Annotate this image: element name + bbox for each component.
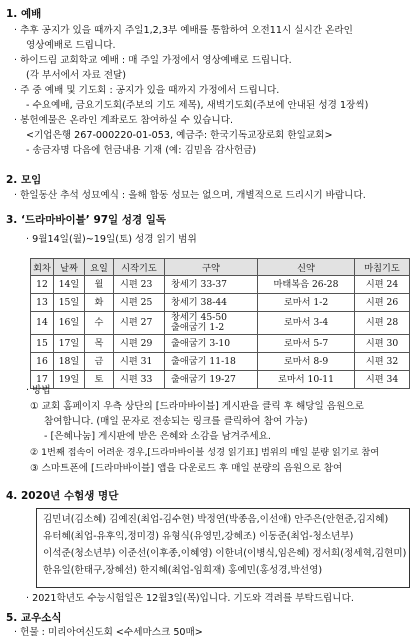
cell: 15: [31, 335, 54, 353]
worship-line: - 수요예배, 금요기도회(주보의 기도 제목), 새벽기도회(주보에 안내된 성경 1장씩): [26, 100, 369, 111]
students-note: · 2021학년도 수능시험일은 12월3일(목)입니다. 기도와 격려를 부탁드립니다.: [26, 593, 354, 604]
cell: 창세기 38-44: [165, 294, 258, 312]
method-title: · 방법: [26, 385, 51, 396]
worship-line: · 하이드림 교회학교 예배 : 매 주일 가정에서 영상예배로 드립니다.: [14, 55, 292, 66]
section-worship-title: 1. 예배: [6, 8, 42, 20]
section-bible-title: 3. ‘드라마바이블’ 97일 성경 일독: [6, 214, 167, 226]
column-header: 마침기도: [355, 259, 410, 276]
cell: 16일: [54, 312, 85, 335]
worship-line: - 송금자명 다음에 헌금내용 기재 (예: 김믿음 감사헌금): [26, 145, 257, 156]
cell: 목: [85, 335, 114, 353]
cell: 수: [85, 312, 114, 335]
method-line: ③ 스마트폰에 [드라마바이블] 앱을 다운로드 후 매일 분량의 음원으로 참여: [30, 463, 343, 474]
cell: 토: [85, 371, 114, 389]
bank-account: <기업은행 267-000220-01-053, 예금주: 한국기독교장로회 한일교회>: [26, 130, 333, 141]
column-header: 회차: [31, 259, 54, 276]
cell: 14일: [54, 276, 85, 294]
table-header-row: [31, 259, 410, 276]
table-row: [31, 312, 410, 335]
section-students-title: 4. 2020년 수험생 명단: [6, 490, 119, 502]
table-row: [31, 335, 410, 353]
method-line: 참여합니다. (매일 문자로 전송되는 링크를 클릭하여 참여 가능): [44, 416, 308, 427]
cell: 14: [31, 312, 54, 335]
students-line: 한유일(한태구,장혜선) 한지혜(최업-임희재) 홍예민(홍성경,박선영): [43, 565, 323, 576]
section-meeting-title: 2. 모임: [6, 174, 42, 186]
cell: 출애굽기 19-27: [165, 371, 258, 389]
table-row: [31, 371, 410, 389]
worship-line: · 주 중 예배 및 기도회 : 공지가 있을 때까지 가정에서 드립니다.: [14, 85, 280, 96]
cell: 17일: [54, 335, 85, 353]
cell: 시편 25: [114, 294, 165, 312]
method-line: - [은혜나눔] 게시판에 받은 은혜와 소감을 남겨주세요.: [44, 431, 271, 442]
table-row: [31, 294, 410, 312]
table-row: [31, 353, 410, 371]
cell: 시편 27: [114, 312, 165, 335]
students-line: 이석준(청소년부) 이준선(이후종,이혜영) 이한녀(이병식,임은혜) 정서희(정세혁,김현미): [43, 548, 407, 559]
cell: 로마서 3-4: [258, 312, 355, 335]
cell: 시편 30: [355, 335, 410, 353]
worship-line: 영상예배로 드립니다.: [26, 40, 116, 51]
cell: 시편 31: [114, 353, 165, 371]
worship-line: · 봉헌예물은 온라인 계좌로도 참여하실 수 있습니다.: [14, 115, 234, 126]
cell: 18일: [54, 353, 85, 371]
reading-schedule-table: [30, 258, 410, 389]
cell: 금: [85, 353, 114, 371]
column-header: 시작기도: [114, 259, 165, 276]
cell: 시편 23: [114, 276, 165, 294]
table-row: [31, 276, 410, 294]
cell: 화: [85, 294, 114, 312]
cell: 19일: [54, 371, 85, 389]
cell: 창세기 45-50 출애굽기 1-2: [165, 312, 258, 335]
cell: 창세기 33-37: [165, 276, 258, 294]
cell: 출애굽기 11-18: [165, 353, 258, 371]
method-line: ① 교회 홈페이지 우측 상단의 [드라마바이블] 게시판을 클릭 후 해당일 음원으로: [30, 401, 364, 412]
cell: 출애굽기 3-10: [165, 335, 258, 353]
cell: 마태복음 26-28: [258, 276, 355, 294]
worship-line: · 추후 공지가 있을 때까지 주일1,2,3부 예배를 통합하여 오전11시 실시간 온라인: [14, 25, 353, 36]
cell: 시편 33: [114, 371, 165, 389]
worship-line: (각 부서에서 자료 전달): [26, 70, 127, 81]
cell: 13: [31, 294, 54, 312]
section-news-title: 5. 교우소식: [6, 612, 62, 624]
method-line: ② 1번째 접속이 어려운 경우,[드라마바이블 성경 읽기표] 범위의 매일 분량 읽기로 참여: [30, 447, 380, 458]
column-header: 신약: [258, 259, 355, 276]
students-line: 김민녀(김소혜) 김예진(최업-김수현) 박정연(박종음,이선애) 안주은(안현준,김지혜): [43, 514, 389, 525]
cell: 로마서 10-11: [258, 371, 355, 389]
cell: 시편 24: [355, 276, 410, 294]
news-line: · 헌물 : 미리아여신도회 <수세마스크 50매>: [14, 627, 203, 638]
column-header: 날짜: [54, 259, 85, 276]
column-header: 구약: [165, 259, 258, 276]
cell: 시편 29: [114, 335, 165, 353]
column-header: 요일: [85, 259, 114, 276]
students-line: 유터혜(최업-유후익,정미경) 유형식(유영민,강혜조) 이동준(최업-청소년부): [43, 531, 354, 542]
cell: 로마서 8-9: [258, 353, 355, 371]
cell: 17: [31, 371, 54, 389]
cell: 15일: [54, 294, 85, 312]
cell: 16: [31, 353, 54, 371]
meeting-line: · 한일동산 추석 성묘예식 : 올해 합동 성묘는 없으며, 개별적으로 드리시기 바랍니다.: [14, 190, 366, 201]
cell: 시편 28: [355, 312, 410, 335]
cell: 12: [31, 276, 54, 294]
cell: 시편 34: [355, 371, 410, 389]
bible-period: · 9월14일(월)~19일(토) 성경 읽기 범위: [26, 234, 197, 245]
cell: 로마서 5-7: [258, 335, 355, 353]
cell: 월: [85, 276, 114, 294]
students-box: [36, 508, 410, 588]
cell: 로마서 1-2: [258, 294, 355, 312]
cell: 시편 26: [355, 294, 410, 312]
cell: 시편 32: [355, 353, 410, 371]
